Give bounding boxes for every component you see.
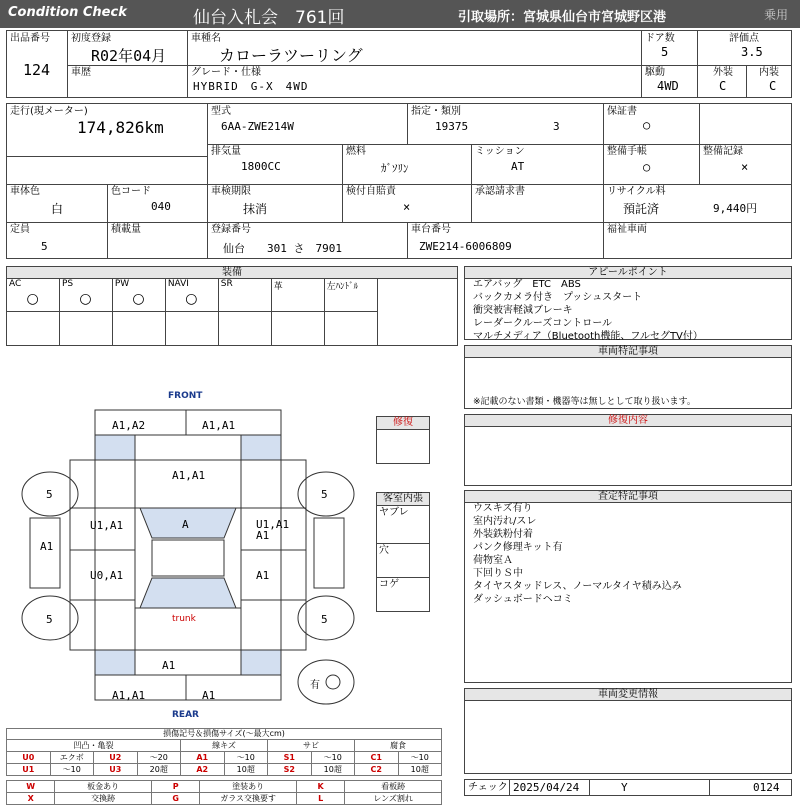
model-code: 6AA-ZWE214W bbox=[221, 120, 294, 133]
mark-rear-right-door: A1 bbox=[256, 569, 270, 582]
exterior-label: 外装 bbox=[713, 67, 733, 78]
legend-code: U0 bbox=[7, 752, 51, 764]
legend-desc: 交換跡 bbox=[55, 793, 152, 805]
legend-desc: ～10 bbox=[311, 752, 355, 764]
specs-block bbox=[6, 103, 792, 259]
model-label: 車種名 bbox=[191, 33, 221, 44]
legend-code: C2 bbox=[355, 764, 399, 776]
equipment-label: 革 bbox=[273, 282, 283, 292]
repair-content-block bbox=[464, 414, 792, 486]
header-bar bbox=[0, 0, 800, 28]
check-label: チェック bbox=[468, 782, 508, 793]
score: 3.5 bbox=[741, 45, 763, 59]
appeal-line: バックカメラ付き プッシュスタート bbox=[473, 292, 643, 303]
change-info-block bbox=[464, 688, 792, 774]
appeal-line: 衝突被害軽減ブレーキ bbox=[473, 305, 573, 316]
mark-front-right: A1,A1 bbox=[202, 419, 236, 432]
chassis-label: 車台番号 bbox=[411, 224, 451, 235]
displacement-label: 排気量 bbox=[211, 146, 241, 157]
classification-1: 19375 bbox=[435, 120, 469, 133]
interior-grade: C bbox=[769, 79, 777, 93]
equipment-mark: ○ bbox=[26, 291, 39, 307]
special-notes-block bbox=[464, 345, 792, 409]
trunk-label: trunk bbox=[172, 614, 196, 624]
assessment-line: タイヤスタッドレス、ノーマルタイヤ積み込み bbox=[473, 581, 682, 592]
liability-insurance: × bbox=[403, 200, 411, 214]
warranty-label: 保証書 bbox=[607, 106, 637, 117]
model-code-label: 型式 bbox=[211, 106, 231, 117]
equipment-mark: ○ bbox=[79, 291, 92, 307]
approval-request-label: 承認請求書 bbox=[475, 186, 525, 197]
doors: 5 bbox=[661, 45, 669, 59]
tire-rear-right: 5 bbox=[321, 613, 328, 626]
equipment-label: NAVI bbox=[167, 279, 189, 289]
equipment-cell bbox=[219, 279, 272, 345]
check-code: 0124 bbox=[753, 781, 780, 794]
legend-desc: ～20 bbox=[137, 752, 181, 764]
auction-title: 仙台入札会 761回 bbox=[193, 8, 345, 28]
liability-insurance-label: 検付自賠責 bbox=[346, 186, 396, 197]
special-notes-disclaimer: ※記載のない書類・機器等は無しとして取り扱います。 bbox=[473, 397, 696, 407]
recycle-status: 預託済 bbox=[623, 202, 660, 216]
vehicle-category: 乗用 bbox=[764, 8, 789, 22]
first-reg: R02年04月 bbox=[91, 47, 167, 65]
fuel-label: 燃料 bbox=[346, 146, 366, 157]
legend-code: W bbox=[7, 781, 55, 793]
lot-label: 出品番号 bbox=[10, 33, 50, 44]
grade-label: グレード・仕様 bbox=[191, 67, 261, 78]
transmission: AT bbox=[511, 160, 525, 173]
assessment-title: 査定特記事項 bbox=[465, 491, 791, 503]
mark-hood: A1,A1 bbox=[172, 469, 206, 482]
displacement: 1800CC bbox=[241, 160, 281, 173]
legend-desc: エクボ bbox=[50, 752, 94, 764]
check-date: 2025/04/24 bbox=[513, 781, 580, 794]
legend-code: G bbox=[151, 793, 199, 805]
equipment-label: PS bbox=[61, 279, 74, 289]
assessment-line: ダッシュボードヘコミ bbox=[473, 594, 573, 605]
checker: Y bbox=[621, 781, 628, 794]
appeal-line: マルチメディア（Bluetooth機能、フルセグTV付） bbox=[473, 331, 703, 342]
classification-label: 指定・類別 bbox=[411, 106, 461, 117]
mileage-label: 走行(現メーター) bbox=[10, 106, 88, 117]
warranty: ○ bbox=[643, 118, 651, 132]
legend-group-scratch: 線キズ bbox=[181, 740, 268, 752]
repair-marker-box bbox=[376, 416, 430, 464]
legend-desc: ～10 bbox=[224, 752, 268, 764]
legend-code: A2 bbox=[181, 764, 225, 776]
check-footer bbox=[464, 779, 792, 796]
welfare-label: 福祉車両 bbox=[607, 224, 647, 235]
equipment-label: AC bbox=[9, 279, 22, 289]
legend-code: U3 bbox=[94, 764, 138, 776]
maintenance-book: ○ bbox=[643, 160, 651, 174]
legend-desc: レンズ割れ bbox=[345, 793, 442, 805]
lot-number: 124 bbox=[23, 61, 51, 79]
interior-hole-label: 穴 bbox=[379, 545, 389, 556]
mark-front-right-door: U1,A1 A1 bbox=[256, 518, 290, 542]
repair-content-title: 修復内容 bbox=[465, 415, 791, 427]
equipment-label: 左ﾊﾝﾄﾞﾙ bbox=[326, 282, 359, 292]
inspection-label: 車検期限 bbox=[211, 186, 251, 197]
exterior-grade: C bbox=[719, 79, 727, 93]
mark-rear-left: A1,A1 bbox=[112, 689, 146, 702]
interior-box bbox=[376, 492, 430, 612]
assessment-block bbox=[464, 490, 792, 683]
special-notes-title: 車両特記事項 bbox=[465, 346, 791, 358]
appeal-title: アピールポイント bbox=[465, 267, 791, 279]
legend-desc: ガラス交換要す bbox=[200, 793, 297, 805]
color-code: 040 bbox=[151, 200, 171, 213]
inspection: 抹消 bbox=[243, 202, 268, 216]
legend-code: C1 bbox=[355, 752, 399, 764]
maintenance-book-label: 整備手帳 bbox=[607, 146, 647, 157]
legend-desc: 板金あり bbox=[55, 781, 152, 793]
appeal-line: エアバッグ ETC ABS bbox=[473, 279, 581, 290]
tire-front-left: 5 bbox=[46, 488, 53, 501]
maintenance-record: × bbox=[741, 160, 749, 174]
interior-tear-label: ヤブレ bbox=[379, 507, 409, 518]
color-code-label: 色コード bbox=[111, 186, 151, 197]
rear-label: REAR bbox=[172, 710, 199, 720]
mark-windshield: A bbox=[182, 518, 189, 531]
legend-code: L bbox=[296, 793, 344, 805]
body-color-label: 車体色 bbox=[10, 186, 40, 197]
history-label: 車歴 bbox=[71, 67, 91, 78]
recycle-label: リサイクル料 bbox=[607, 186, 666, 197]
legend-desc: 10超 bbox=[311, 764, 355, 776]
mark-rear-right: A1 bbox=[202, 689, 216, 702]
legend-code: K bbox=[296, 781, 344, 793]
interior-title: 客室内張 bbox=[377, 493, 429, 506]
tire-front-right: 5 bbox=[321, 488, 328, 501]
legend-code: X bbox=[7, 793, 55, 805]
spare-tire-label: 有 bbox=[310, 680, 320, 691]
equipment-block bbox=[6, 266, 458, 346]
equipment-cell bbox=[113, 279, 166, 345]
legend-code: U2 bbox=[94, 752, 138, 764]
interior-burn-label: コゲ bbox=[379, 579, 399, 590]
equipment-mark: ○ bbox=[132, 291, 145, 307]
legend-desc: 20超 bbox=[137, 764, 181, 776]
chassis-number: ZWE214-6006809 bbox=[419, 240, 512, 253]
first-reg-label: 初度登録 bbox=[71, 33, 111, 44]
legend-title: 損傷記号＆損傷サイズ(～最大cm) bbox=[6, 728, 442, 739]
model-name: カローラツーリング bbox=[219, 46, 363, 65]
grade: HYBRID G-X 4WD bbox=[193, 80, 309, 93]
capacity-label: 定員 bbox=[10, 224, 30, 235]
vehicle-info-block bbox=[6, 30, 792, 98]
change-info-title: 車両変更情報 bbox=[465, 689, 791, 701]
plate-label: 登録番号 bbox=[211, 224, 251, 235]
equipment-row bbox=[7, 279, 457, 345]
mark-left-side: A1 bbox=[40, 540, 54, 553]
recycle-fee: 9,440円 bbox=[713, 202, 758, 215]
body-color: 白 bbox=[51, 202, 64, 216]
mark-trunk-panel: A1 bbox=[162, 659, 176, 672]
equipment-label: SR bbox=[220, 279, 233, 289]
equipment-cell bbox=[7, 279, 60, 345]
legend-desc: 看板跡 bbox=[345, 781, 442, 793]
score-label: 評価点 bbox=[729, 33, 759, 44]
equipment-cell bbox=[60, 279, 113, 345]
legend-desc: 10超 bbox=[398, 764, 442, 776]
legend-desc: ～10 bbox=[398, 752, 442, 764]
equipment-cell bbox=[166, 279, 219, 345]
pickup-location: 引取場所：宮城県仙台市宮城野区港 bbox=[458, 10, 667, 25]
mileage: 174,826km bbox=[77, 118, 164, 137]
assessment-line: パンク修理キット有 bbox=[473, 542, 563, 553]
tire-rear-left: 5 bbox=[46, 613, 53, 626]
maintenance-record-label: 整備記録 bbox=[703, 146, 743, 157]
front-label: FRONT bbox=[168, 391, 203, 401]
load-label: 積載量 bbox=[111, 224, 141, 235]
interior-label: 内装 bbox=[759, 67, 779, 78]
classification-2: 3 bbox=[553, 120, 560, 133]
condition-check-title: Condition Check bbox=[8, 5, 127, 20]
mark-front-left: A1,A2 bbox=[112, 419, 146, 432]
legend-code: S1 bbox=[268, 752, 312, 764]
legend-group-dent: 凹凸・亀裂 bbox=[7, 740, 181, 752]
repair-marker-title: 修復 bbox=[377, 417, 429, 430]
damage-legend bbox=[6, 728, 442, 805]
legend-group-rust: サビ bbox=[268, 740, 355, 752]
assessment-line: 荷物室Ａ bbox=[473, 555, 513, 566]
plate-number: 仙台 301 さ 7901 bbox=[223, 242, 342, 255]
equipment-cell bbox=[325, 279, 378, 345]
mark-front-left-door: U1,A1 bbox=[90, 519, 124, 532]
appeal-block bbox=[464, 266, 792, 340]
legend-code: U1 bbox=[7, 764, 51, 776]
legend-code: S2 bbox=[268, 764, 312, 776]
appeal-line: レーダークルーズコントロール bbox=[473, 318, 612, 329]
legend-code: A1 bbox=[181, 752, 225, 764]
doors-label: ドア数 bbox=[645, 33, 675, 44]
assessment-line: 外装鉄粉付着 bbox=[473, 529, 533, 540]
fuel: ｶﾞｿﾘﾝ bbox=[381, 162, 409, 175]
legend-desc: 10超 bbox=[224, 764, 268, 776]
assessment-line: ウスキズ有り bbox=[473, 503, 533, 514]
assessment-line: 下回りＳ中 bbox=[473, 568, 523, 579]
capacity: 5 bbox=[41, 240, 48, 253]
equipment-title: 装備 bbox=[7, 267, 457, 279]
legend-desc: 塗装あり bbox=[200, 781, 297, 793]
legend-code: P bbox=[151, 781, 199, 793]
drive-label: 駆動 bbox=[645, 67, 665, 78]
legend-group-corrosion: 腐食 bbox=[355, 740, 442, 752]
drive: 4WD bbox=[657, 79, 679, 93]
transmission-label: ミッション bbox=[475, 146, 525, 157]
equipment-mark: ○ bbox=[185, 291, 198, 307]
mark-rear-left-door: U0,A1 bbox=[90, 569, 124, 582]
equipment-cell bbox=[272, 279, 325, 345]
assessment-line: 室内汚れ/スレ bbox=[473, 516, 537, 527]
equipment-label: PW bbox=[114, 279, 130, 289]
legend-desc: ～10 bbox=[50, 764, 94, 776]
